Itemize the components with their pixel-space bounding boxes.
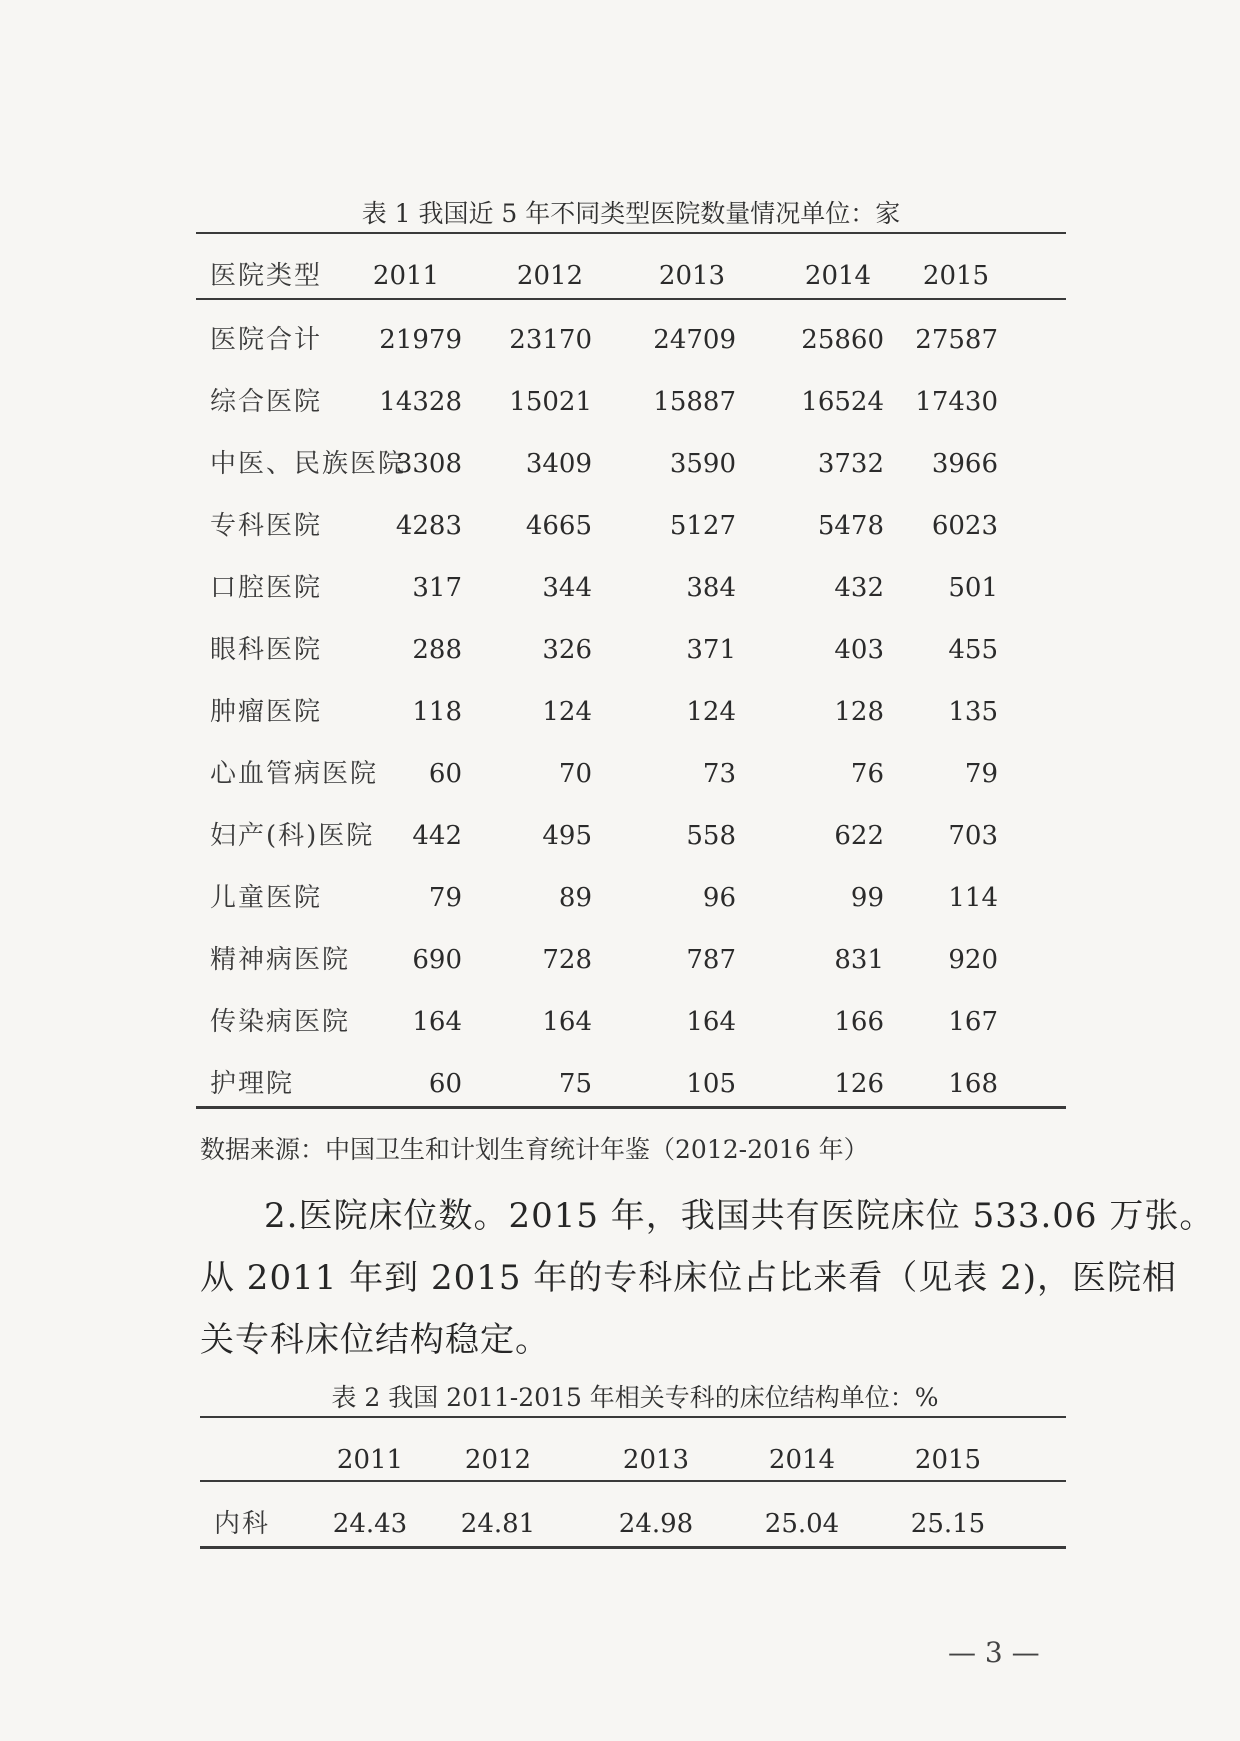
table2-header-year: 2015: [914, 1445, 982, 1475]
table-cell: 75: [558, 1069, 592, 1099]
table-cell: 703: [948, 821, 998, 851]
table-cell: 76: [850, 759, 884, 789]
table-cell: 690: [412, 945, 462, 975]
table-cell: 432: [834, 573, 884, 603]
table1-header-rule: [196, 298, 1066, 300]
table-cell: 455: [948, 635, 998, 665]
table-cell: 15887: [653, 387, 736, 417]
table-cell: 4665: [525, 511, 592, 541]
table-cell: 89: [558, 883, 592, 913]
table-cell: 3732: [817, 449, 884, 479]
table-cell: 728: [542, 945, 592, 975]
table2-bottom-rule: [200, 1546, 1066, 1549]
table1-header-year: 2011: [372, 261, 440, 291]
table2-caption: 表 2 我国 2011-2015 年相关专科的床位结构单位：%: [331, 1383, 939, 1412]
table-cell: 167: [948, 1007, 998, 1037]
table-cell: 3590: [669, 449, 736, 479]
table-cell: 3409: [525, 449, 592, 479]
table-cell: 17430: [915, 387, 998, 417]
row-label: 中医、民族医院: [210, 449, 407, 479]
table-cell: 622: [834, 821, 884, 851]
table-cell: 787: [686, 945, 736, 975]
table-cell: 164: [686, 1007, 736, 1037]
table1-header-type: 医院类型: [210, 261, 323, 291]
paragraph-line: 从 2011 年到 2015 年的专科床位占比来看（见表 2)，医院相: [200, 1258, 1177, 1298]
table-cell: 495: [542, 821, 592, 851]
table1-header-year: 2012: [516, 261, 584, 291]
table-row: [200, 1504, 1070, 1544]
table-cell: 3966: [931, 449, 998, 479]
table-cell: 23170: [509, 325, 592, 355]
paragraph-line: 关专科床位结构稳定。: [200, 1320, 550, 1360]
table-cell: 14328: [379, 387, 462, 417]
table2-header-year: 2012: [464, 1445, 532, 1475]
table-cell: 105: [686, 1069, 736, 1099]
table-cell: 70: [558, 759, 592, 789]
table-cell: 24.98: [618, 1509, 694, 1539]
table-cell: 124: [542, 697, 592, 727]
table-cell: 16524: [801, 387, 884, 417]
table-row: [196, 568, 1066, 608]
table-cell: 384: [686, 573, 736, 603]
table-row: [196, 320, 1066, 360]
table2-top-rule: [200, 1416, 1066, 1418]
table-cell: 118: [412, 697, 462, 727]
table-row: [196, 940, 1066, 980]
table-cell: 164: [542, 1007, 592, 1037]
table-cell: 73: [702, 759, 736, 789]
table-cell: 317: [412, 573, 462, 603]
table-cell: 3308: [395, 449, 462, 479]
row-label: 口腔医院: [210, 573, 323, 603]
row-label: 传染病医院: [210, 1007, 351, 1037]
table-cell: 326: [542, 635, 592, 665]
table-cell: 24709: [653, 325, 736, 355]
table-cell: 164: [412, 1007, 462, 1037]
table-cell: 27587: [915, 325, 998, 355]
table2-header-year: 2013: [622, 1445, 690, 1475]
table-cell: 442: [412, 821, 462, 851]
table-cell: 124: [686, 697, 736, 727]
row-label: 医院合计: [210, 325, 323, 355]
row-label: 内科: [214, 1509, 271, 1539]
table-cell: 25860: [801, 325, 884, 355]
table-cell: 5478: [817, 511, 884, 541]
table-cell: 24.81: [460, 1509, 536, 1539]
row-label: 心血管病医院: [210, 759, 379, 789]
row-label: 儿童医院: [210, 883, 323, 913]
table-row: [196, 444, 1066, 484]
table1-header-year: 2013: [658, 261, 726, 291]
table2-header-year: 2014: [768, 1445, 836, 1475]
table-cell: 5127: [669, 511, 736, 541]
table-row: [196, 506, 1066, 546]
table-row: [196, 754, 1066, 794]
table-cell: 126: [834, 1069, 884, 1099]
table-cell: 831: [834, 945, 884, 975]
table-cell: 920: [948, 945, 998, 975]
table-row: [196, 692, 1066, 732]
row-label: 妇产(科)医院: [210, 821, 375, 851]
row-label: 专科医院: [210, 511, 323, 541]
table-cell: 60: [428, 759, 462, 789]
table-cell: 558: [686, 821, 736, 851]
row-label: 肿瘤医院: [210, 697, 323, 727]
table-cell: 135: [948, 697, 998, 727]
table-cell: 166: [834, 1007, 884, 1037]
table-row: [196, 382, 1066, 422]
table-cell: 96: [702, 883, 736, 913]
row-label: 护理院: [210, 1069, 295, 1099]
table-cell: 344: [542, 573, 592, 603]
table-cell: 6023: [931, 511, 998, 541]
table1-caption: 表 1 我国近 5 年不同类型医院数量情况单位：家: [361, 199, 901, 228]
page-number: — 3 —: [948, 1636, 1040, 1669]
table-cell: 501: [948, 573, 998, 603]
table2-header-rule: [200, 1480, 1066, 1482]
table1-header-row: [196, 256, 1066, 296]
table-cell: 24.43: [332, 1509, 408, 1539]
table-cell: 21979: [379, 325, 462, 355]
paragraph-line: 2.医院床位数。2015 年，我国共有医院床位 533.06 万张。: [264, 1196, 1215, 1236]
table-row: [196, 878, 1066, 918]
table-row: [196, 1064, 1066, 1104]
table-row: [196, 1002, 1066, 1042]
table-cell: 60: [428, 1069, 462, 1099]
row-label: 眼科医院: [210, 635, 323, 665]
table-cell: 99: [850, 883, 884, 913]
row-label: 综合医院: [210, 387, 323, 417]
table-cell: 128: [834, 697, 884, 727]
row-label: 精神病医院: [210, 945, 351, 975]
table1-top-rule: [196, 232, 1066, 234]
table1-source-note: 数据来源：中国卫生和计划生育统计年鉴（2012-2016 年）: [200, 1135, 869, 1164]
table-cell: 4283: [395, 511, 462, 541]
table-cell: 25.15: [910, 1509, 986, 1539]
table-cell: 79: [964, 759, 998, 789]
table1-bottom-rule: [196, 1106, 1066, 1109]
table2-header-year: 2011: [336, 1445, 404, 1475]
table1-header-year: 2015: [922, 261, 990, 291]
table-cell: 371: [686, 635, 736, 665]
table2-header-row: [200, 1440, 1070, 1480]
table-row: [196, 630, 1066, 670]
table-cell: 168: [948, 1069, 998, 1099]
table-cell: 15021: [509, 387, 592, 417]
table-cell: 403: [834, 635, 884, 665]
table-cell: 114: [948, 883, 998, 913]
table-row: [196, 816, 1066, 856]
table-cell: 288: [412, 635, 462, 665]
table-cell: 79: [428, 883, 462, 913]
table-cell: 25.04: [764, 1509, 840, 1539]
table1-header-year: 2014: [804, 261, 872, 291]
